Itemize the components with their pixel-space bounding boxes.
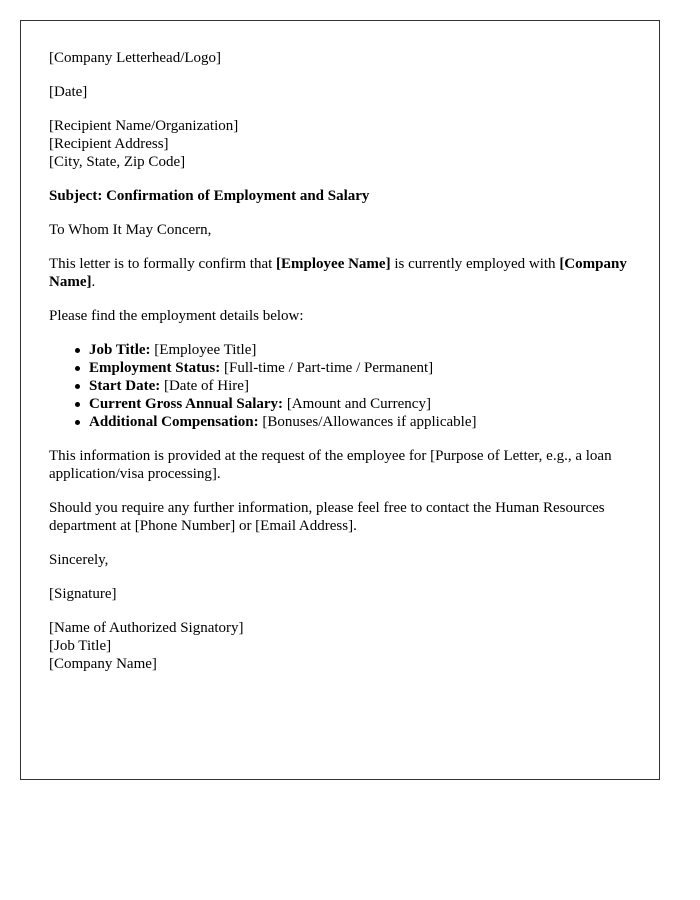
signatory-block xyxy=(49,619,631,673)
company-name: [Company Name] xyxy=(49,256,627,290)
detail-label: Start Date: xyxy=(89,378,161,394)
list-item xyxy=(89,341,631,359)
recipient-name: [Recipient Name/Organization] xyxy=(49,118,239,134)
detail-label: Current Gross Annual Salary: xyxy=(89,396,284,412)
letter-date: [Date] xyxy=(49,84,88,100)
recipient-block xyxy=(49,117,631,171)
list-item xyxy=(89,359,631,377)
detail-value: [Bonuses/Allowances if applicable] xyxy=(258,414,477,430)
detail-value: [Full-time / Part-time / Permanent] xyxy=(220,360,434,376)
detail-label: Additional Compensation: xyxy=(89,414,259,430)
recipient-address: [Recipient Address] xyxy=(49,136,169,152)
list-item xyxy=(89,413,631,431)
letterhead: [Company Letterhead/Logo] xyxy=(49,50,222,66)
signatory-company: [Company Name] xyxy=(49,656,157,672)
detail-label: Job Title: xyxy=(89,342,151,358)
intro-text-1: This letter is to formally confirm that xyxy=(49,256,277,272)
subject-line: Subject: Confirmation of Employment and Salary xyxy=(49,188,370,204)
list-item xyxy=(89,377,631,395)
signatory-name: [Name of Authorized Signatory] xyxy=(49,620,244,636)
signature: [Signature] xyxy=(49,586,117,602)
closing: Sincerely, xyxy=(49,552,109,568)
list-item xyxy=(89,395,631,413)
intro-paragraph xyxy=(49,255,631,291)
detail-value: [Amount and Currency] xyxy=(283,396,431,412)
contact-paragraph: Should you require any further information, please feel free to contact the Human Resources department at [Phone Number] or [Email Address]. xyxy=(49,500,605,534)
detail-value: [Employee Title] xyxy=(150,342,257,358)
detail-value: [Date of Hire] xyxy=(160,378,249,394)
employment-details-list xyxy=(49,341,631,431)
salutation: To Whom It May Concern, xyxy=(49,222,212,238)
signatory-title: [Job Title] xyxy=(49,638,112,654)
letter-page xyxy=(20,20,660,780)
purpose-paragraph: This information is provided at the request of the employee for [Purpose of Letter, e.g., a loan application/visa processing]. xyxy=(49,448,612,482)
intro-text-2: is currently employed with xyxy=(390,256,560,272)
detail-label: Employment Status: xyxy=(89,360,221,376)
employee-name: [Employee Name] xyxy=(276,256,391,272)
recipient-city: [City, State, Zip Code] xyxy=(49,154,186,170)
intro-text-3: . xyxy=(91,274,96,290)
details-intro: Please find the employment details below: xyxy=(49,308,304,324)
